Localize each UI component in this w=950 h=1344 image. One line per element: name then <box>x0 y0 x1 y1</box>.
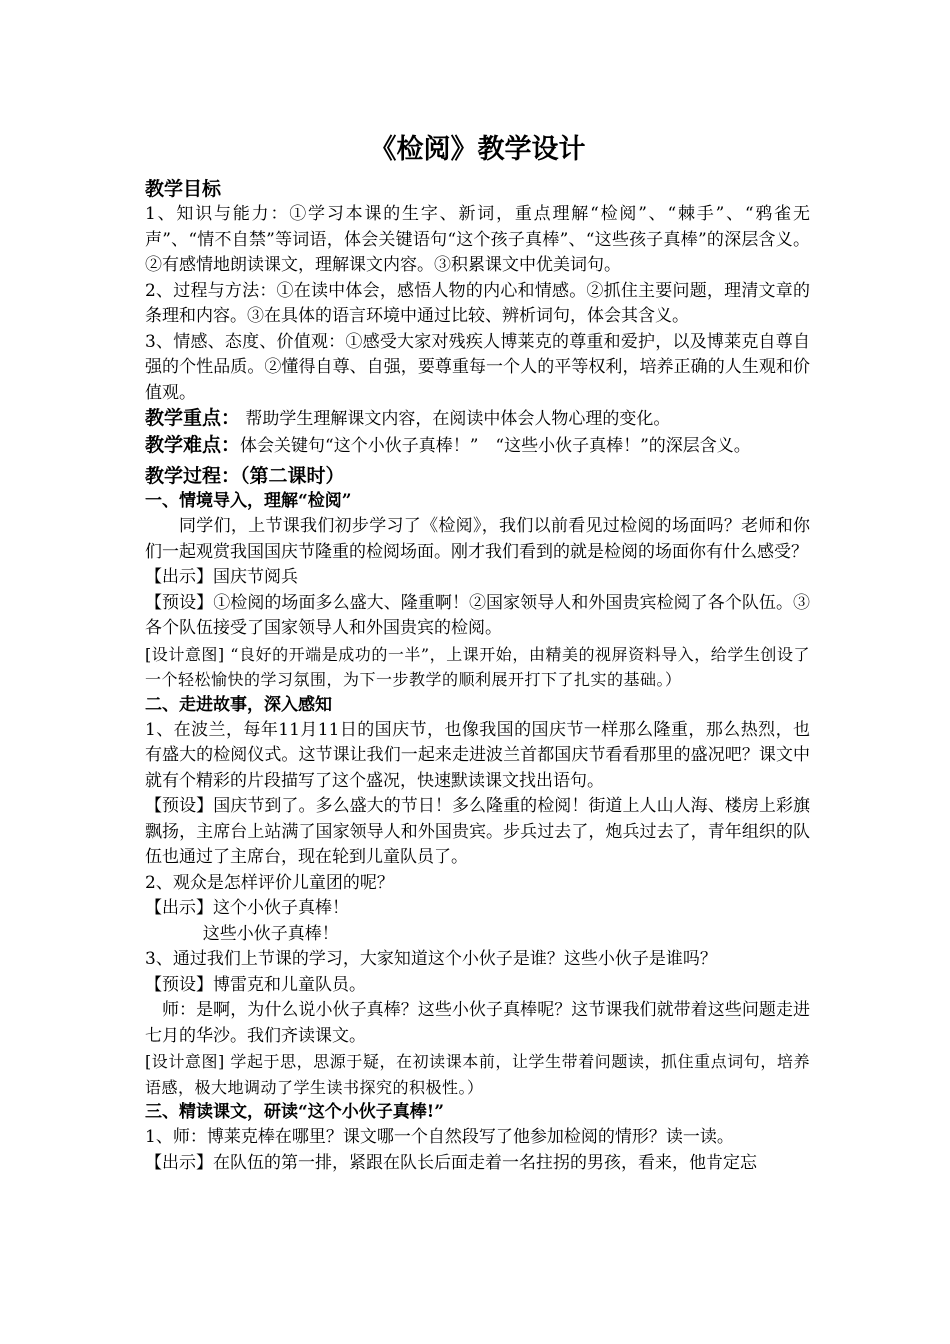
document-page <box>145 130 810 1176</box>
section2-preset1: 【预设】国庆节到了。多么盛大的节日！多么隆重的检阅！街道上人山人海、楼房上彩旗飘扬，主席台上站满了国家领导人和外国贵宾。步兵过去了，炮兵过去了，青年组织的队伍也通过了主席台，现在轮到儿童队员了。 <box>145 796 810 867</box>
section2-preset2: 【预设】博雷克和儿童队员。 <box>145 974 366 995</box>
section2-p2: 2、观众是怎样评价儿童团的呢？ <box>145 872 394 893</box>
difficulty <box>145 433 810 460</box>
section3-heading: 三、精读课文，研读“这个小伙子真棒!” <box>145 1102 445 1122</box>
section2-show2: 这些小伙子真棒！ <box>202 923 339 944</box>
section3-p1: 1、师：博莱克棒在哪里？课文哪一个自然段写了他参加检阅的情形？读一读。 <box>145 1127 734 1147</box>
goal-item: 3、情感、态度、价值观：①感受大家对残疾人博莱克的尊重和爱护，以及博莱克自尊自强的个性品质。②懂得自尊、自强，要尊重每一个人的平等权利，培养正确的人生观和价值观。 <box>145 331 810 403</box>
key-point-label: 教学重点： <box>145 407 241 429</box>
section1-heading: 一、情境导入，理解“检阅” <box>145 491 352 511</box>
goal-item: 2、过程与方法：①在读中体会，感悟人物的内心和情感。②抓住主要问题，理清文章的条理和内容。③在具体的语言环境中通过比较、辨析词句，体会其含义。 <box>145 280 810 326</box>
key-point-text: 帮助学生理解课文内容，在阅读中体会人物心理的变化。 <box>240 409 671 429</box>
difficulty-text: 体会关键句“这个小伙子真棒！” “这些小伙子真棒！”的深层含义。 <box>240 435 751 456</box>
key-point <box>145 406 810 433</box>
section2-intent: [设计意图] 学起于思，思源于疑，在初读课本前，让学生带着问题读，抓住重点词句，培养语感，极大地调动了学生读书探究的积极性。） <box>145 1052 810 1097</box>
section3-show: 【出示】在队伍的第一排，紧跟在队长后面走着一名拄拐的男孩，看来，他肯定忘 <box>145 1152 757 1173</box>
section1-intro: 同学们，上节课我们初步学习了《检阅》，我们以前看见过检阅的场面吗？老师和你们一起观赏我国国庆节隆重的检阅场面。刚才我们看到的就是检阅的场面你有什么感受？ <box>145 516 810 562</box>
section1-preset: 【预设】①检阅的场面多么盛大、隆重啊！②国家领导人和外国贵宾检阅了各个队伍。③各个队伍接受了国家领导人和外国贵宾的检阅。 <box>145 592 810 638</box>
section2-heading: 二、走进故事，深入感知 <box>145 694 332 715</box>
section1-show: 【出示】国庆节阅兵 <box>145 567 298 587</box>
goal-item: 1、知识与能力：①学习本课的生字、新词，重点理解“检阅”、“棘手”、“鸦雀无声”、“情不自禁”等词语，体会关键语句“这个孩子真棒”、“这些孩子真棒”的深层含义。②有感情地朗读课文，理解课文内容。③积累课文中优美词句。 <box>145 204 810 275</box>
section1-intent: [设计意图] “良好的开端是成功的一半”，上课开始，由精美的视屏资料导入，给学生创设了一个轻松愉快的学习氛围，为下一步教学的顺利展开打下了扎实的基础。） <box>145 644 810 689</box>
section2-teacher: 师：是啊，为什么说小伙子真棒？这些小伙子真棒呢？这节课我们就带着这些问题走进七月的华沙。我们齐读课文。 <box>145 1000 810 1046</box>
section2-p3: 3、通过我们上节课的学习，大家知道这个小伙子是谁？这些小伙子是谁吗？ <box>145 949 717 969</box>
document-title: 《检阅》教学设计 <box>369 134 586 165</box>
section2-p1: 1、在波兰，每年11月11日的国庆节，也像我国的国庆节一样那么隆重，那么热烈，也有盛大的检阅仪式。这节课让我们一起来走进波兰首都国庆节看看那里的盛况吧？课文中就有个精彩的片段描写了这个盛况，快速默读课文找出语句。 <box>145 719 810 791</box>
section2-show1: 【出示】这个小伙子真棒！ <box>145 898 349 918</box>
process-heading: 教学过程：（第二课时） <box>145 465 345 487</box>
goals-heading: 教学目标 <box>145 178 222 200</box>
difficulty-label: 教学难点： <box>145 433 241 456</box>
